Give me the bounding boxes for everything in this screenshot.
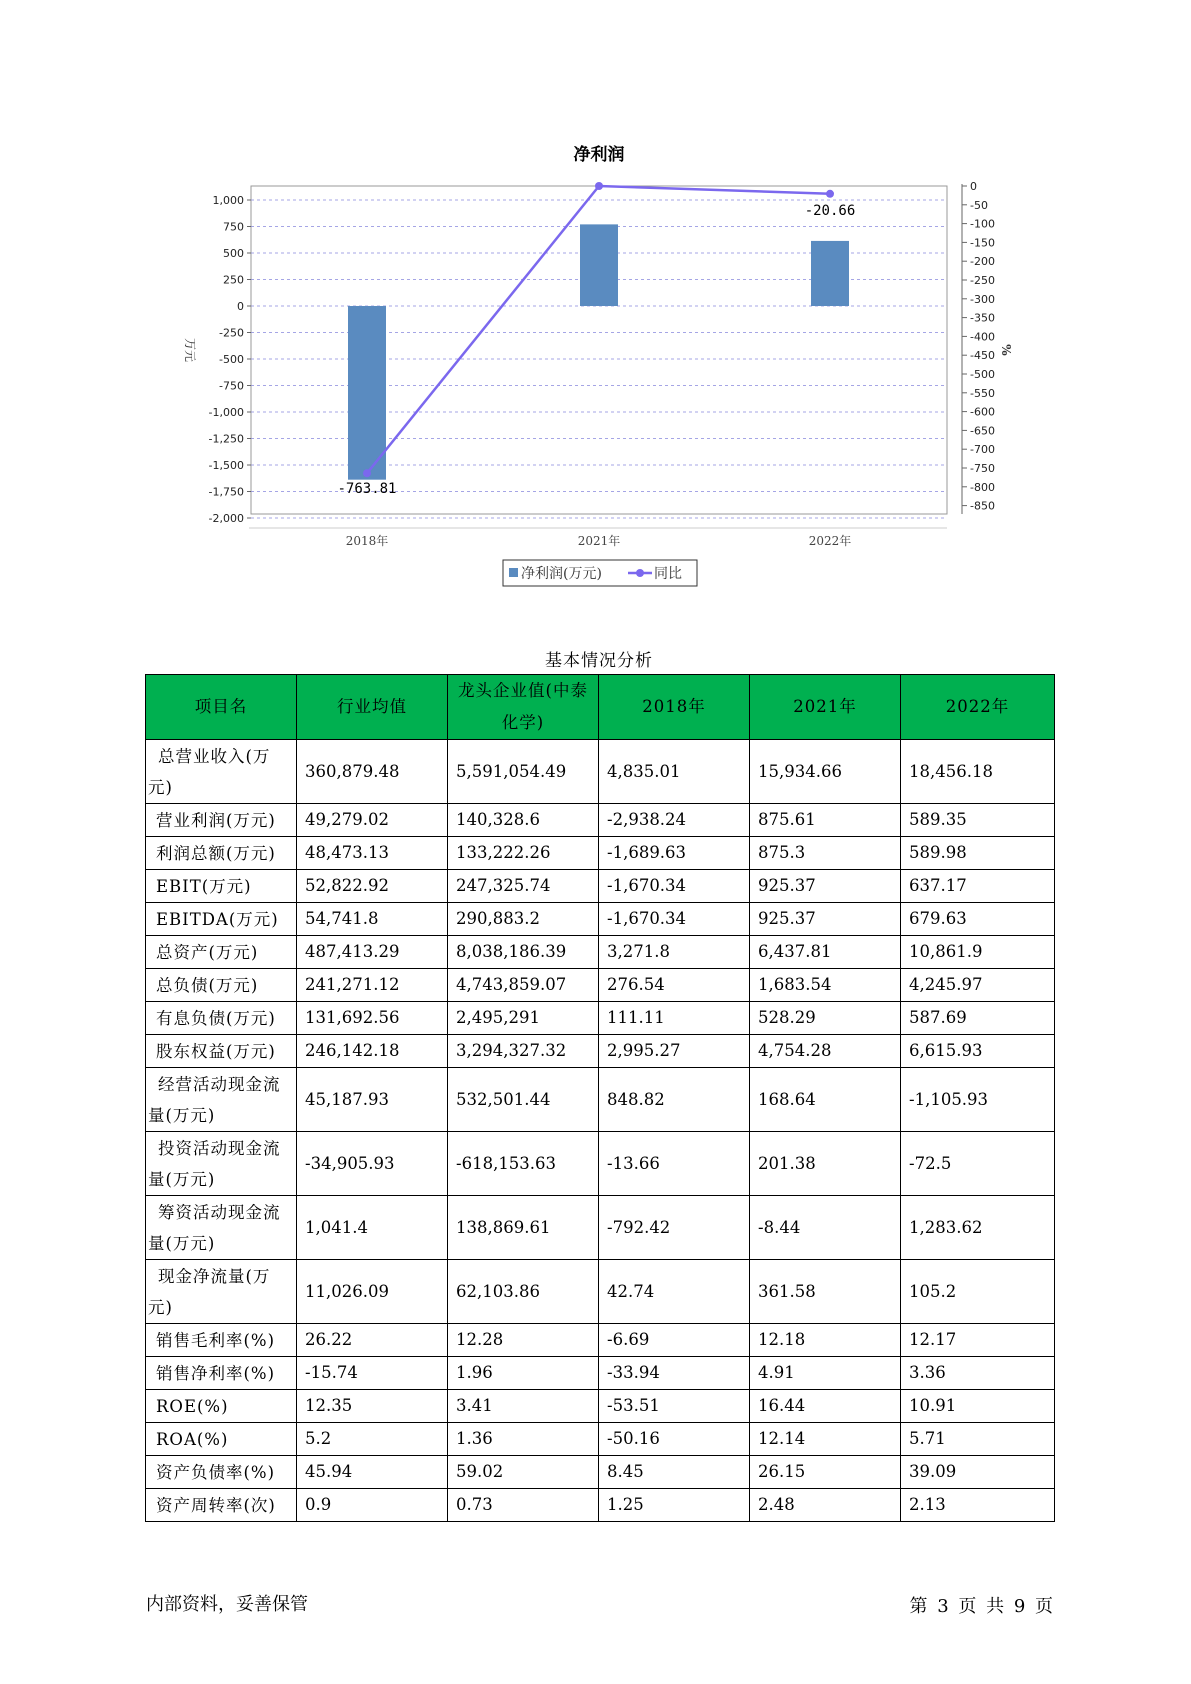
value-cell: 246,142.18 <box>297 1035 448 1068</box>
y2-tick-label: -750 <box>970 462 995 475</box>
value-cell: 131,692.56 <box>297 1002 448 1035</box>
value-cell: 290,883.2 <box>448 903 599 936</box>
value-cell: 10,861.9 <box>901 936 1055 969</box>
header-cell: 龙头企业值(中泰化学) <box>448 675 599 740</box>
row-label-cell: 营业利润(万元) <box>146 804 297 837</box>
net-profit-chart <box>0 0 1191 600</box>
value-cell: 5.71 <box>901 1423 1055 1456</box>
y2-tick-label: -250 <box>970 274 995 287</box>
value-cell: -33.94 <box>599 1357 750 1390</box>
value-cell: 2,995.27 <box>599 1035 750 1068</box>
y-tick-label: 750 <box>223 220 244 234</box>
value-cell: -6.69 <box>599 1324 750 1357</box>
y2-tick-label: -650 <box>970 424 995 438</box>
value-cell: -15.74 <box>297 1357 448 1390</box>
table-row <box>146 804 1055 837</box>
row-label-cell: EBIT(万元) <box>146 870 297 903</box>
row-label-cell: 销售净利率(%) <box>146 1357 297 1390</box>
value-cell: 12.35 <box>297 1390 448 1423</box>
table-row <box>146 740 1055 804</box>
value-cell: 0.9 <box>297 1489 448 1522</box>
y-tick-label: -1,500 <box>208 459 244 472</box>
value-cell: 2.13 <box>901 1489 1055 1522</box>
value-cell: 4,245.97 <box>901 969 1055 1002</box>
value-cell: 587.69 <box>901 1002 1055 1035</box>
value-cell: 528.29 <box>750 1002 901 1035</box>
value-cell: 5.2 <box>297 1423 448 1456</box>
legend-bar-label: 净利润(万元) <box>521 566 602 582</box>
table-row <box>146 903 1055 936</box>
value-cell: 45,187.93 <box>297 1068 448 1132</box>
y2-tick-label: -100 <box>970 217 995 231</box>
y-tick-label: -750 <box>219 379 244 393</box>
y2-tick-label: -350 <box>970 311 995 325</box>
y2-tick-label: -700 <box>970 443 995 457</box>
table-row <box>146 1324 1055 1357</box>
y2-tick-label: -300 <box>970 292 995 306</box>
chart-canvas <box>0 0 1191 600</box>
value-cell: 4.91 <box>750 1357 901 1390</box>
value-cell: 925.37 <box>750 870 901 903</box>
legend-line-marker <box>636 569 644 577</box>
row-label-cell: ROE(%) <box>146 1390 297 1423</box>
value-cell: 133,222.26 <box>448 837 599 870</box>
value-cell: 1.36 <box>448 1423 599 1456</box>
value-cell: 6,615.93 <box>901 1035 1055 1068</box>
y-tick-label: 250 <box>223 273 244 287</box>
value-cell: 12.14 <box>750 1423 901 1456</box>
value-cell: 4,743,859.07 <box>448 969 599 1002</box>
y-tick-label: 1,000 <box>212 194 244 207</box>
value-cell: 925.37 <box>750 903 901 936</box>
value-cell: 201.38 <box>750 1132 901 1196</box>
table-row <box>146 1260 1055 1324</box>
value-cell: 487,413.29 <box>297 936 448 969</box>
value-cell: 1,683.54 <box>750 969 901 1002</box>
y2-tick-label: -150 <box>970 236 995 250</box>
table-row <box>146 969 1055 1002</box>
legend-line-label: 同比 <box>654 566 682 582</box>
value-cell: 49,279.02 <box>297 804 448 837</box>
table-header-row <box>146 675 1055 740</box>
value-cell: 26.15 <box>750 1456 901 1489</box>
value-cell: 12.28 <box>448 1324 599 1357</box>
row-label-cell: EBITDA(万元) <box>146 903 297 936</box>
header-cell: 行业均值 <box>297 675 448 740</box>
table-caption: 基本情况分析 <box>545 651 653 671</box>
row-label-cell: 经营活动现金流量(万元) <box>146 1068 297 1132</box>
y-axis-title: 万元 <box>183 337 197 363</box>
value-cell: 5,591,054.49 <box>448 740 599 804</box>
data-label: -20.66 <box>804 202 856 219</box>
y2-tick-label: -450 <box>970 349 995 363</box>
row-label-cell: 销售毛利率(%) <box>146 1324 297 1357</box>
row-label-cell: 利润总额(万元) <box>146 837 297 870</box>
table-row <box>146 1423 1055 1456</box>
y2-tick-label: -50 <box>970 198 988 212</box>
footer-confidential-note: 内部资料，妥善保管 <box>146 1594 308 1615</box>
value-cell: 3.41 <box>448 1390 599 1423</box>
value-cell: 138,869.61 <box>448 1196 599 1260</box>
table-row <box>146 1456 1055 1489</box>
value-cell: 12.17 <box>901 1324 1055 1357</box>
value-cell: 4,754.28 <box>750 1035 901 1068</box>
bar <box>580 224 618 306</box>
value-cell: 26.22 <box>297 1324 448 1357</box>
value-cell: -1,670.34 <box>599 870 750 903</box>
value-cell: 45.94 <box>297 1456 448 1489</box>
row-label-cell: 股东权益(万元) <box>146 1035 297 1068</box>
table-row <box>146 936 1055 969</box>
value-cell: 276.54 <box>599 969 750 1002</box>
table-row <box>146 1002 1055 1035</box>
value-cell: 8,038,186.39 <box>448 936 599 969</box>
value-cell: 2,495,291 <box>448 1002 599 1035</box>
value-cell: 2.48 <box>750 1489 901 1522</box>
value-cell: 3,294,327.32 <box>448 1035 599 1068</box>
x-tick-label: 2022年 <box>808 534 852 548</box>
value-cell: 589.98 <box>901 837 1055 870</box>
table-row <box>146 837 1055 870</box>
y2-tick-label: -400 <box>970 330 995 344</box>
value-cell: 637.17 <box>901 870 1055 903</box>
value-cell: 8.45 <box>599 1456 750 1489</box>
value-cell: 247,325.74 <box>448 870 599 903</box>
table-row <box>146 870 1055 903</box>
footer-page-number: 第 3 页 共 9 页 <box>909 1596 1053 1617</box>
value-cell: -8.44 <box>750 1196 901 1260</box>
value-cell: 3,271.8 <box>599 936 750 969</box>
value-cell: 10.91 <box>901 1390 1055 1423</box>
row-label-cell: 资产周转率(次) <box>146 1489 297 1522</box>
value-cell: 16.44 <box>750 1390 901 1423</box>
header-cell: 项目名 <box>146 675 297 740</box>
value-cell: -1,689.63 <box>599 837 750 870</box>
value-cell: 18,456.18 <box>901 740 1055 804</box>
table-row <box>146 1035 1055 1068</box>
value-cell: 3.36 <box>901 1357 1055 1390</box>
row-label-cell: 资产负债率(%) <box>146 1456 297 1489</box>
y2-tick-label: -600 <box>970 405 995 419</box>
y-tick-label: -250 <box>219 326 244 340</box>
yoy-point <box>595 182 603 190</box>
y-tick-label: -1,750 <box>208 485 244 499</box>
value-cell: 111.11 <box>599 1002 750 1035</box>
value-cell: 589.35 <box>901 804 1055 837</box>
table-row <box>146 1390 1055 1423</box>
yoy-point <box>363 469 371 477</box>
value-cell: 62,103.86 <box>448 1260 599 1324</box>
value-cell: -53.51 <box>599 1390 750 1423</box>
value-cell: 4,835.01 <box>599 740 750 804</box>
value-cell: -792.42 <box>599 1196 750 1260</box>
value-cell: -13.66 <box>599 1132 750 1196</box>
x-tick-label: 2018年 <box>345 534 389 548</box>
value-cell: 6,437.81 <box>750 936 901 969</box>
y-tick-label: 500 <box>223 247 244 260</box>
value-cell: 168.64 <box>750 1068 901 1132</box>
table-row <box>146 1357 1055 1390</box>
value-cell: -1,670.34 <box>599 903 750 936</box>
row-label-cell: 总资产(万元) <box>146 936 297 969</box>
value-cell: 361.58 <box>750 1260 901 1324</box>
value-cell: 875.61 <box>750 804 901 837</box>
value-cell: 11,026.09 <box>297 1260 448 1324</box>
x-tick-label: 2021年 <box>577 534 621 548</box>
table-row <box>146 1489 1055 1522</box>
value-cell: 15,934.66 <box>750 740 901 804</box>
table-row <box>146 1132 1055 1196</box>
row-label-cell: 总营业收入(万元) <box>146 740 297 804</box>
value-cell: 679.63 <box>901 903 1055 936</box>
header-cell: 2022年 <box>901 675 1055 740</box>
row-label-cell: ROA(%) <box>146 1423 297 1456</box>
y2-tick-label: -200 <box>970 255 995 269</box>
value-cell: 360,879.48 <box>297 740 448 804</box>
row-label-cell: 现金净流量(万元) <box>146 1260 297 1324</box>
yoy-point <box>826 190 834 198</box>
row-label-cell: 总负债(万元) <box>146 969 297 1002</box>
chart-title: 净利润 <box>573 145 625 165</box>
value-cell: 39.09 <box>901 1456 1055 1489</box>
value-cell: -34,905.93 <box>297 1132 448 1196</box>
y2-axis-title: % <box>999 344 1013 356</box>
header-cell: 2018年 <box>599 675 750 740</box>
y-tick-label: -1,250 <box>208 432 244 446</box>
basic-analysis-table <box>145 674 1055 1522</box>
value-cell: 1.96 <box>448 1357 599 1390</box>
row-label-cell: 投资活动现金流量(万元) <box>146 1132 297 1196</box>
table-row <box>146 1068 1055 1132</box>
y2-tick-label: -550 <box>970 386 995 400</box>
legend-bar-swatch <box>509 568 518 577</box>
value-cell: 241,271.12 <box>297 969 448 1002</box>
y-tick-label: -2,000 <box>208 512 244 525</box>
row-label-cell: 有息负债(万元) <box>146 1002 297 1035</box>
y2-tick-label: -500 <box>970 368 995 381</box>
value-cell: -2,938.24 <box>599 804 750 837</box>
value-cell: 52,822.92 <box>297 870 448 903</box>
value-cell: 105.2 <box>901 1260 1055 1324</box>
value-cell: -50.16 <box>599 1423 750 1456</box>
value-cell: 42.74 <box>599 1260 750 1324</box>
y2-tick-label: -800 <box>970 480 995 494</box>
value-cell: 59.02 <box>448 1456 599 1489</box>
value-cell: -618,153.63 <box>448 1132 599 1196</box>
value-cell: 1,041.4 <box>297 1196 448 1260</box>
value-cell: 48,473.13 <box>297 837 448 870</box>
value-cell: 54,741.8 <box>297 903 448 936</box>
y-tick-label: -500 <box>219 353 244 366</box>
y-tick-label: -1,000 <box>208 406 244 419</box>
y-tick-label: 0 <box>237 300 244 313</box>
value-cell: 532,501.44 <box>448 1068 599 1132</box>
row-label-cell: 筹资活动现金流量(万元) <box>146 1196 297 1260</box>
value-cell: -72.5 <box>901 1132 1055 1196</box>
value-cell: 875.3 <box>750 837 901 870</box>
bar <box>811 241 849 306</box>
header-cell: 2021年 <box>750 675 901 740</box>
value-cell: 140,328.6 <box>448 804 599 837</box>
table-row <box>146 1196 1055 1260</box>
data-label: -763.81 <box>337 481 397 498</box>
y2-tick-label: 0 <box>970 180 977 193</box>
value-cell: 1,283.62 <box>901 1196 1055 1260</box>
y2-tick-label: -850 <box>970 499 995 513</box>
value-cell: 848.82 <box>599 1068 750 1132</box>
value-cell: -1,105.93 <box>901 1068 1055 1132</box>
value-cell: 0.73 <box>448 1489 599 1522</box>
bar <box>348 306 386 480</box>
value-cell: 1.25 <box>599 1489 750 1522</box>
value-cell: 12.18 <box>750 1324 901 1357</box>
